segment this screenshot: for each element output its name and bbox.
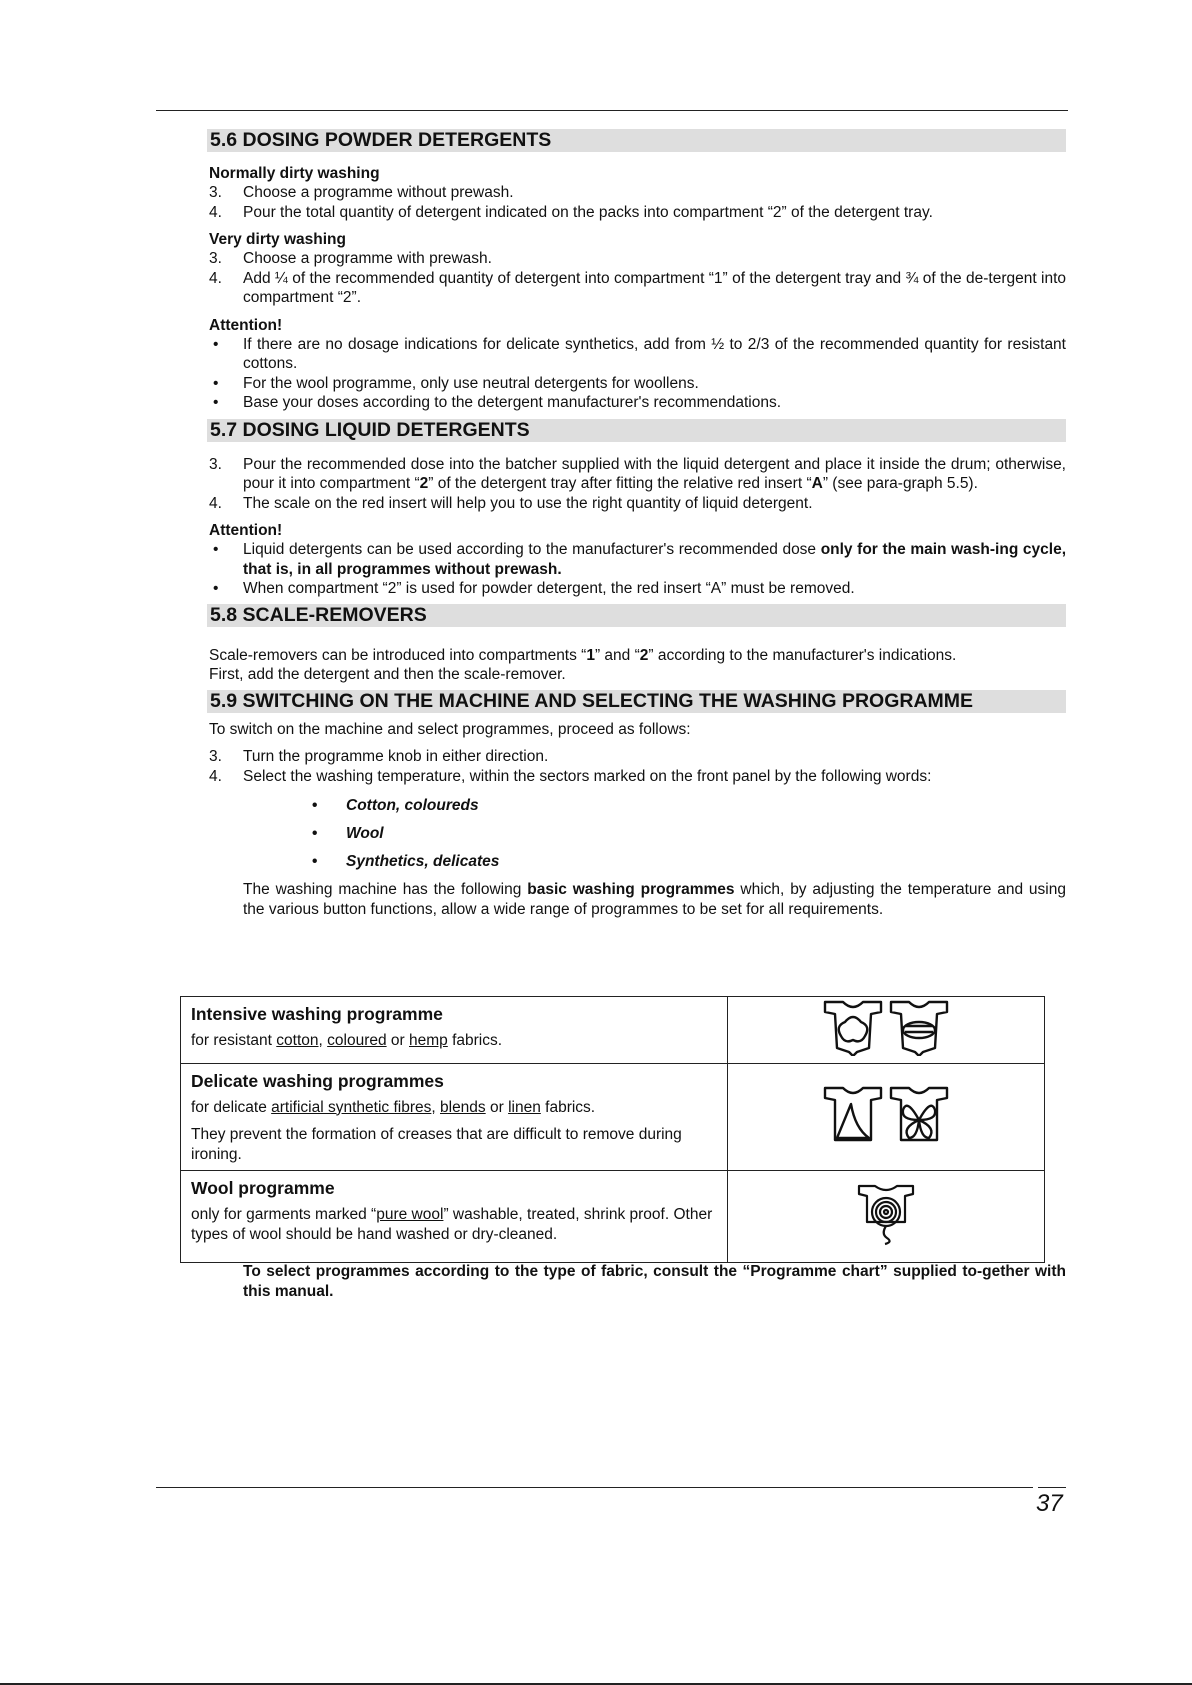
footer-rule — [156, 1487, 1033, 1488]
item-number: 4. — [209, 494, 222, 512]
item-number: 3. — [209, 250, 222, 267]
bullet-text: If there are no dosage indications for delicate synthetics, add from ½ to 2/3 of the recommended quantity for resistant cottons. — [243, 335, 1066, 372]
programme-title: Delicate washing programmes — [191, 1070, 444, 1091]
sector-item: • Cotton, coloureds — [209, 792, 1066, 820]
bullet-item: • Base your doses according to the detergent manufacturer's recommendations. — [209, 393, 1066, 413]
item-number: 3. — [209, 184, 222, 201]
programme-desc: for resistant cotton, coloured or hemp fabrics. — [191, 1032, 503, 1049]
list-item — [209, 494, 1066, 514]
subheading-very-dirty: Very dirty washing — [209, 231, 346, 248]
item-number: 3. — [209, 455, 222, 473]
programme-title: Wool programme — [191, 1178, 335, 1198]
sector-label: Wool — [346, 825, 384, 842]
sector-item: • Synthetics, delicates — [209, 848, 1066, 876]
table-cell — [728, 1171, 1045, 1263]
item-text: Pour the total quantity of detergent indicated on the packs into compartment “2” of the detergent tray. — [243, 203, 933, 221]
intro-text: To switch on the machine and select programmes, proceed as follows: — [209, 720, 691, 738]
bullet-item: • Liquid detergents can be used according to the manufacturer's recommended dose only for the main wash-ing cycle, that is, in all programmes without prewash. — [213, 541, 1067, 578]
item-text: Choose a programme without prewash. — [243, 184, 514, 201]
intensive-icons — [821, 998, 951, 1056]
item-text: Choose a programme with prewash. — [243, 250, 492, 267]
sector-item: • Wool — [209, 820, 1066, 848]
item-text: Pour the recommended dose into the batcher supplied with the liquid detergent and place it inside the drum; otherwise, pour it into compartment “2” of the detergent tray after fitting the relative red insert “A” (see para-graph 5.5). — [243, 455, 1066, 492]
delicate-icons — [821, 1084, 951, 1144]
bullet-item: • When compartment “2” is used for powder detergent, the red insert “A” must be removed. — [209, 579, 1066, 599]
table-row — [181, 1063, 1045, 1171]
programme-title: Intensive washing programme — [191, 1004, 443, 1024]
table-cell — [728, 1063, 1045, 1171]
table-cell — [181, 997, 728, 1064]
attention-heading: Attention! — [209, 522, 283, 539]
bullet-text: For the wool programme, only use neutral detergents for woollens. — [243, 374, 699, 392]
subheading-normally-dirty: Normally dirty washing — [209, 165, 380, 182]
item-text: Select the washing temperature, within the sectors marked on the front panel by the following words: — [243, 767, 932, 785]
bullet-text: Base your doses according to the detergent manufacturer's recommendations. — [243, 394, 782, 411]
list-item — [209, 249, 1066, 269]
footer-rule — [1038, 1487, 1066, 1488]
coloured-shirt-icon — [891, 1002, 947, 1056]
table-row — [181, 1171, 1045, 1263]
programme-chart-note: To select programmes according to the type of fabric, consult the “Programme chart” supplied to-gether with this manual. — [243, 1263, 1066, 1300]
item-text: The scale on the red insert will help you to use the right quantity of liquid detergent. — [243, 494, 813, 512]
wool-shirt-icon — [855, 1182, 917, 1246]
list-item — [209, 269, 1066, 308]
table-cell — [181, 1171, 728, 1263]
list-item — [209, 767, 1066, 787]
programme-desc: for delicate artificial synthetic fibres, blends or linen fabrics. — [191, 1098, 596, 1116]
section-title-5-7: 5.7 DOSING LIQUID DETERGENTS — [207, 419, 1066, 442]
list-item — [209, 183, 1066, 203]
main-content — [209, 129, 1066, 920]
list-item — [209, 203, 1066, 223]
synthetic-shirt-icon — [825, 1088, 881, 1140]
programme-note: They prevent the formation of creases that are difficult to remove during ironing. — [191, 1126, 682, 1163]
attention-heading: Attention! — [209, 316, 283, 334]
item-number: 3. — [209, 748, 222, 765]
list-item — [209, 455, 1066, 494]
section-title-5-8: 5.8 SCALE-REMOVERS — [207, 604, 1066, 627]
page-number: 37 — [1036, 1490, 1063, 1517]
item-number: 4. — [209, 269, 222, 287]
scale-remover-text: Scale-removers can be introduced into compartments “1” and “2” according to the manufacturer's indications. — [209, 646, 957, 664]
programmes-paragraph: The washing machine has the following basic washing programmes which, by adjusting the temperature and using the various button functions, allow a wide range of programmes to be set for all requirements. — [243, 881, 1066, 918]
item-text: Add ¼ of the recommended quantity of detergent into compartment “1” of the detergent tray and ¾ of the de-tergent into compartment “2”. — [243, 269, 1066, 306]
item-number: 4. — [209, 767, 222, 785]
sector-label: Synthetics, delicates — [346, 853, 500, 870]
section-title-5-6: 5.6 DOSING POWDER DETERGENTS — [207, 129, 1066, 152]
cotton-shirt-icon — [825, 1002, 881, 1056]
item-text: Turn the programme knob in either direction. — [243, 748, 549, 765]
delicate-shirt-icon — [891, 1088, 947, 1140]
bullet-item: • For the wool programme, only use neutral detergents for woollens. — [209, 374, 1066, 394]
bullet-text: When compartment “2” is used for powder detergent, the red insert “A” must be removed. — [243, 580, 855, 597]
sector-label: Cotton, coloureds — [346, 797, 479, 814]
scale-remover-text: First, add the detergent and then the scale-remover. — [209, 666, 566, 683]
table-row — [181, 997, 1045, 1064]
item-number: 4. — [209, 203, 222, 221]
programme-table — [180, 996, 1045, 1263]
header-rule — [156, 110, 1068, 111]
list-item — [209, 747, 1066, 767]
programme-desc: only for garments marked “pure wool” washable, treated, shrink proof. Other types of wool should be hand washed or dry-cleaned. — [191, 1206, 713, 1243]
table-cell — [728, 997, 1045, 1064]
bullet-text: Liquid detergents can be used according to the manufacturer's recommended dose only for the main wash-ing cycle, that is, in all programmes without prewash. — [243, 541, 1067, 578]
section-title-5-9: 5.9 SWITCHING ON THE MACHINE AND SELECTING THE WASHING PROGRAMME — [207, 690, 1066, 713]
bullet-item: • If there are no dosage indications for delicate synthetics, add from ½ to 2/3 of the recommended quantity for resistant cottons. — [213, 335, 1066, 372]
table-cell — [181, 1063, 728, 1171]
